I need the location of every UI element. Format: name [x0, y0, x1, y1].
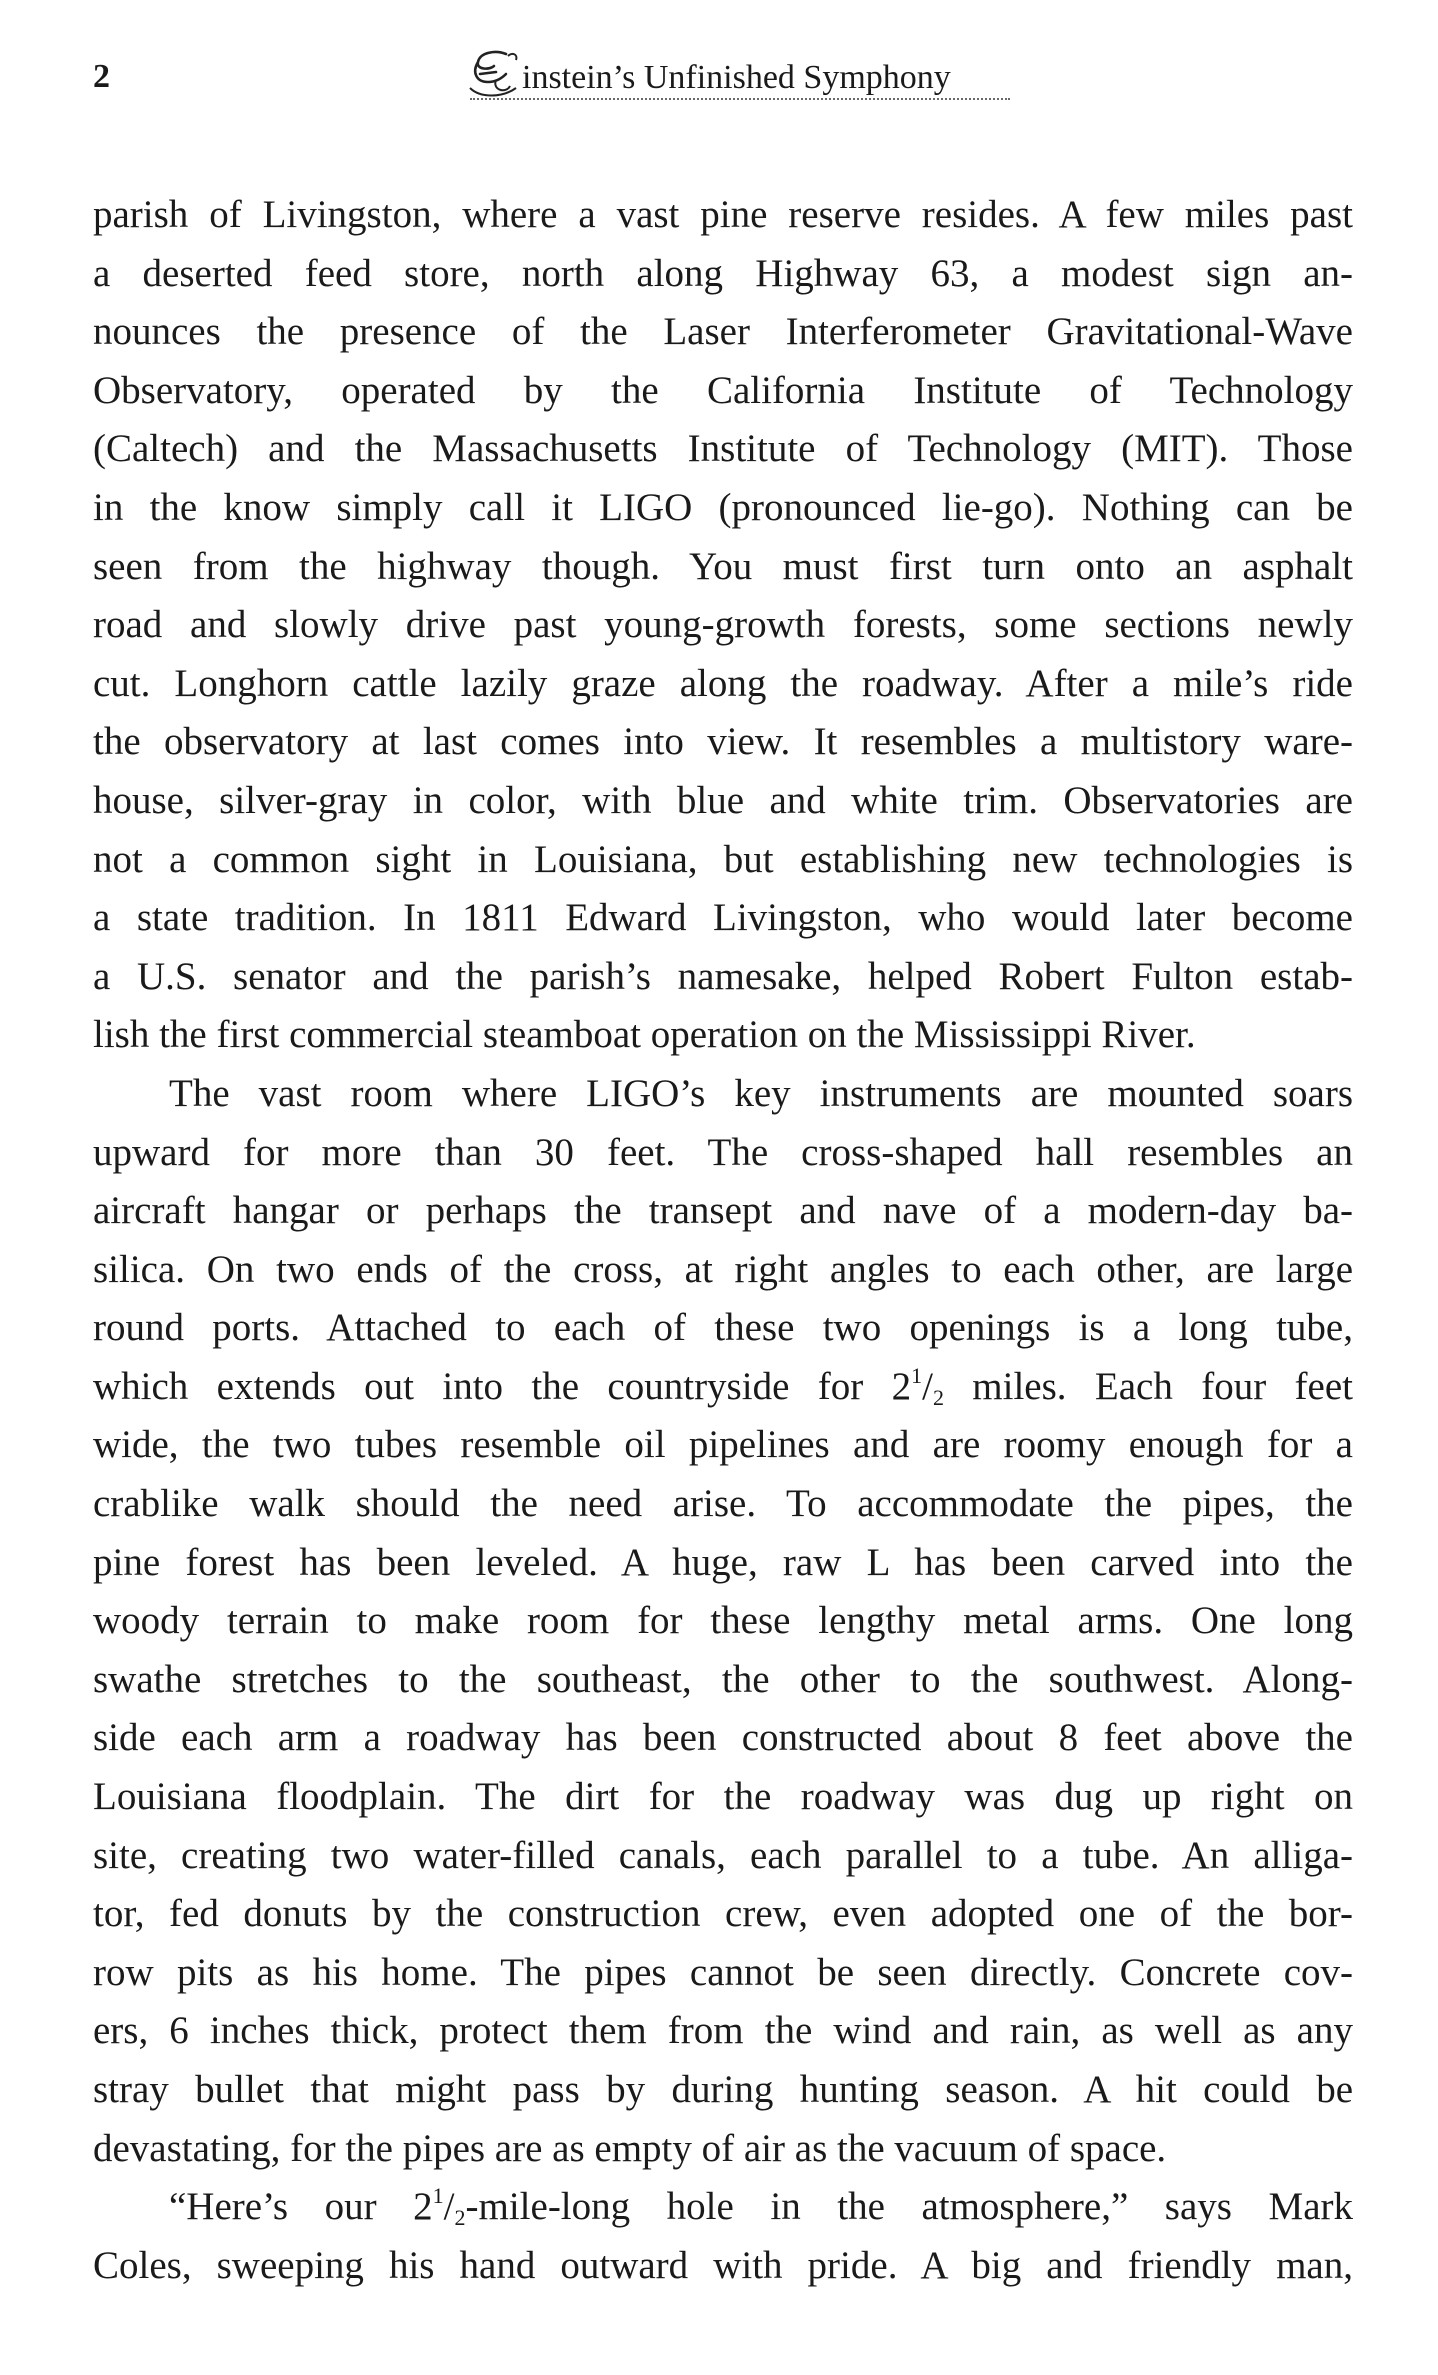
text-line-fraction [93, 2178, 1353, 2237]
text-line: (Caltech) and the Massachusetts Institute of Technology (MIT). Those [93, 427, 1353, 471]
header-rule [470, 98, 1010, 100]
fraction-slash: / [443, 2185, 455, 2229]
text-line: site, creating two water-filled canals, each parallel to a tube. An alliga- [93, 1833, 1353, 1877]
text-line: parish of Livingston, where a vast pine reserve resides. A few miles past [93, 193, 1353, 236]
text-line: Coles, sweeping his hand outward with pride. A big and friendly man, [93, 2243, 1353, 2287]
text-line: devastating, for the pipes are as empty of air as the vacuum of space. [93, 2126, 1167, 2170]
fraction-numerator: 1 [911, 1362, 923, 1388]
text-line: pine forest has been leveled. A huge, raw L has been carved into the [93, 1540, 1353, 1584]
fraction-slash: / [922, 1364, 933, 1408]
text-line: a state tradition. In 1811 Edward Livingston, who would later become [93, 896, 1353, 940]
text-line: a U.S. senator and the parish’s namesake, helped Robert Fulton estab- [93, 954, 1353, 998]
ornamental-initial-e-graphic [466, 48, 524, 100]
text-line: wide, the two tubes resemble oil pipelines and are roomy enough for a [93, 1423, 1353, 1467]
text-line-fraction [93, 1358, 1353, 1417]
text-line: the observatory at last comes into view. It resembles a multistory ware- [93, 720, 1353, 764]
running-head [470, 54, 1010, 97]
page-number: 2 [93, 58, 110, 95]
running-title: instein’s Unfinished Symphony [522, 59, 951, 96]
text-line: side each arm a roadway has been constructed about 8 feet above the [93, 1716, 1353, 1760]
text-line: woody terrain to make room for these lengthy metal arms. One long [93, 1599, 1353, 1643]
text-line: row pits as his home. The pipes cannot be seen directly. Concrete cov- [93, 1950, 1353, 1994]
text-line: lish the first commercial steamboat operation on the Mississippi River. [93, 1013, 1196, 1057]
page-header [0, 52, 1438, 112]
text-line: in the know simply call it LIGO (pronounced lie-go). Nothing can be [93, 485, 1353, 529]
text-line: house, silver-gray in color, with blue and white trim. Observatories are [93, 778, 1353, 822]
text-line: swathe stretches to the southeast, the other to the southwest. Along- [93, 1657, 1353, 1701]
text-line: upward for more than 30 feet. The cross-shaped hall resembles an [93, 1130, 1353, 1174]
body-text [93, 186, 1353, 2295]
text-segment: miles. Each four feet [943, 1364, 1353, 1408]
text-line: aircraft hangar or perhaps the transept and nave of a modern-day ba- [93, 1189, 1353, 1233]
text-segment: which extends out into the countryside for 2 [93, 1364, 912, 1408]
text-line: seen from the highway though. You must first turn onto an asphalt [93, 544, 1353, 588]
ornamental-initial-e-icon [470, 54, 522, 94]
text-line: nounces the presence of the Laser Interferometer Gravitational-Wave [93, 310, 1353, 354]
text-segment: -mile-long hole in the atmosphere,” says Mark [465, 2185, 1353, 2229]
fraction-denominator: 2 [932, 1384, 944, 1410]
text-line: ers, 6 inches thick, protect them from the wind and rain, as well as any [93, 2009, 1353, 2053]
fraction-numerator: 1 [432, 2183, 444, 2209]
text-line: cut. Longhorn cattle lazily graze along the roadway. After a mile’s ride [93, 661, 1353, 705]
text-line: a deserted feed store, north along Highway 63, a modest sign an- [93, 251, 1353, 295]
text-line: Observatory, operated by the California Institute of Technology [93, 368, 1353, 412]
fraction-denominator: 2 [454, 2205, 466, 2231]
text-line: stray bullet that might pass by during hunting season. A hit could be [93, 2068, 1353, 2111]
text-line: tor, fed donuts by the construction crew, even adopted one of the bor- [93, 1892, 1353, 1936]
text-line: crablike walk should the need arise. To accommodate the pipes, the [93, 1482, 1353, 1526]
text-line: The vast room where LIGO’s key instruments are mounted soars [169, 1071, 1353, 1115]
text-line: road and slowly drive past young-growth forests, some sections newly [93, 603, 1353, 647]
text-line: silica. On two ends of the cross, at right angles to each other, are large [93, 1247, 1353, 1291]
text-segment: “Here’s our 2 [169, 2185, 433, 2229]
text-line: Louisiana floodplain. The dirt for the roadway was dug up right on [93, 1775, 1353, 1819]
text-line: round ports. Attached to each of these two openings is a long tube, [93, 1306, 1353, 1350]
text-line: not a common sight in Louisiana, but establishing new technologies is [93, 837, 1353, 881]
